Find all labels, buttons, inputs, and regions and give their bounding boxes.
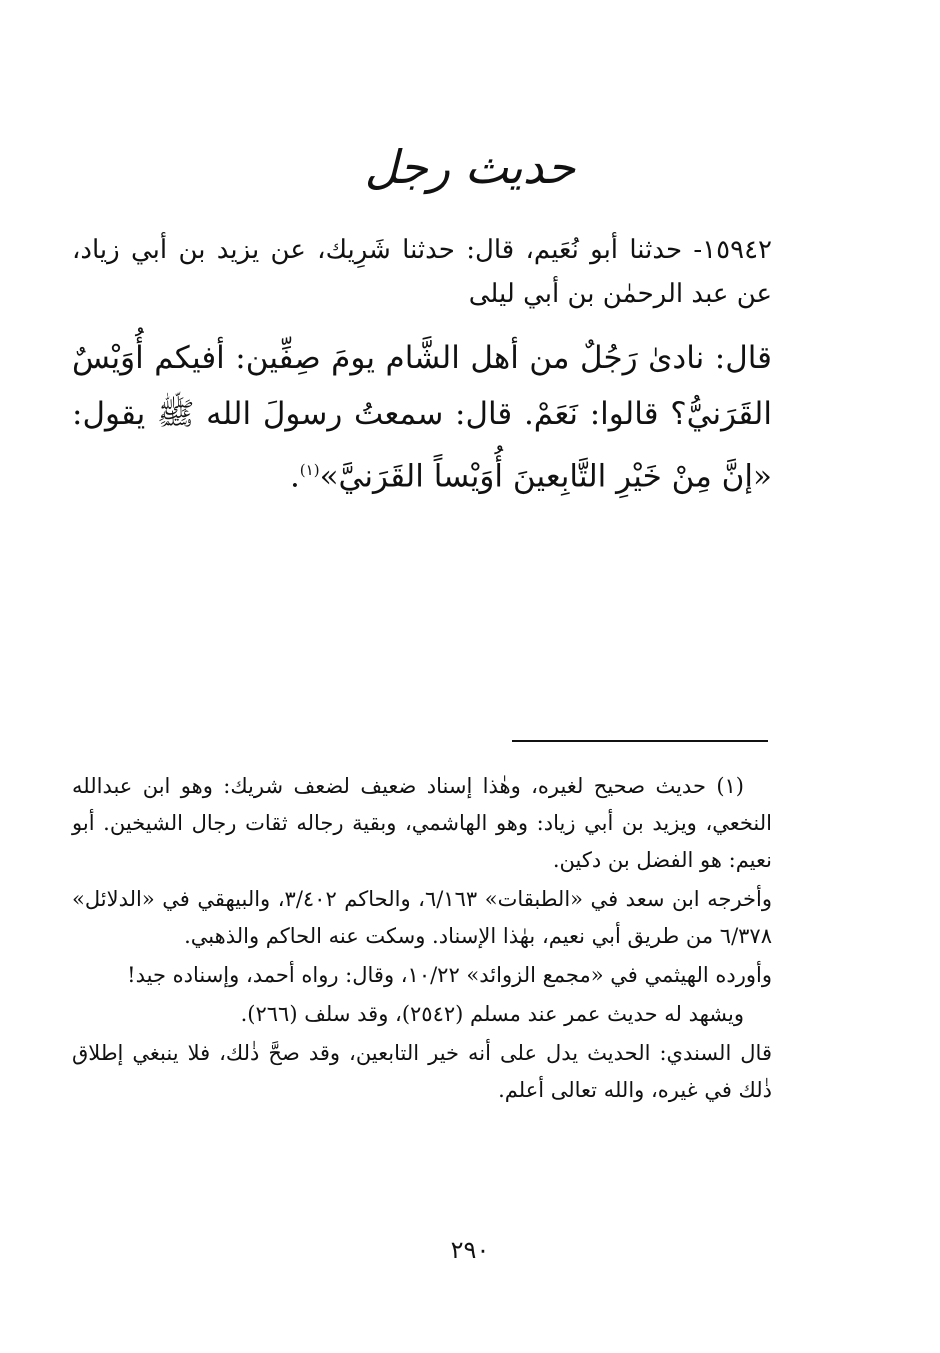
footnote-paragraph-2: وأخرجه ابن سعد في «الطبقات» ٦/١٦٣، والحاكم ٣/٤٠٢، والبيهقي في «الدلائل» ٦/٣٧٨ من طريق أبي نعيم، بهٰذا الإسناد. وسكت عنه الحاكم والذهبي.	[72, 887, 772, 948]
footnote-reference: (١)	[299, 461, 320, 479]
footnote-paragraph-3: وأورده الهيثمي في «مجمع الزوائد» ١٠/٢٢، وقال: رواه أحمد، وإسناده جيد!	[127, 963, 772, 987]
hadith-body-text: قال: نادىٰ رَجُلٌ من أهل الشَّام يومَ صِفِّين: أفيكم أُوَيْسٌ القَرَنيُّ؟ قالوا: نَعَمْ. قال: سمعتُ رسولَ الله ﷺ يقول: «إنَّ مِنْ خَيْرِ التَّابِعينَ أُوَيْساً القَرَنيَّ»	[72, 340, 772, 495]
footnotes	[72, 768, 772, 1111]
page-number: ٢٩٠	[450, 1236, 490, 1264]
footnote-divider	[512, 740, 768, 742]
footnote-paragraph-5: قال السندي: الحديث يدل على أنه خير التابعين، وقد صحَّ ذٰلك، فلا ينبغي إطلاق ذٰلك في غيره، والله تعالى أعلم.	[72, 1041, 772, 1102]
hadith-end-period: .	[289, 458, 300, 495]
section-title: حديث رجل	[364, 140, 576, 194]
hadith-text	[72, 330, 772, 504]
hadith-chain: ١٥٩٤٢- حدثنا أبو نُعَيم، قال: حدثنا شَرِيك، عن يزيد بن أبي زياد، عن عبد الرحمٰن بن أبي ليلى	[72, 235, 772, 309]
footnote-paragraph-1: (١) حديث صحيح لغيره، وهٰذا إسناد ضعيف لضعف شريك: وهو ابن عبدالله النخعي، ويزيد بن أبي زياد: وهو الهاشمي، وبقية رجاله ثقات رجال الشيخين. أبو نعيم: هو الفضل بن دكين.	[72, 774, 772, 872]
footnote-paragraph-4: ويشهد له حديث عمر عند مسلم (٢٥٤٢)، وقد سلف (٢٦٦).	[240, 1002, 744, 1026]
